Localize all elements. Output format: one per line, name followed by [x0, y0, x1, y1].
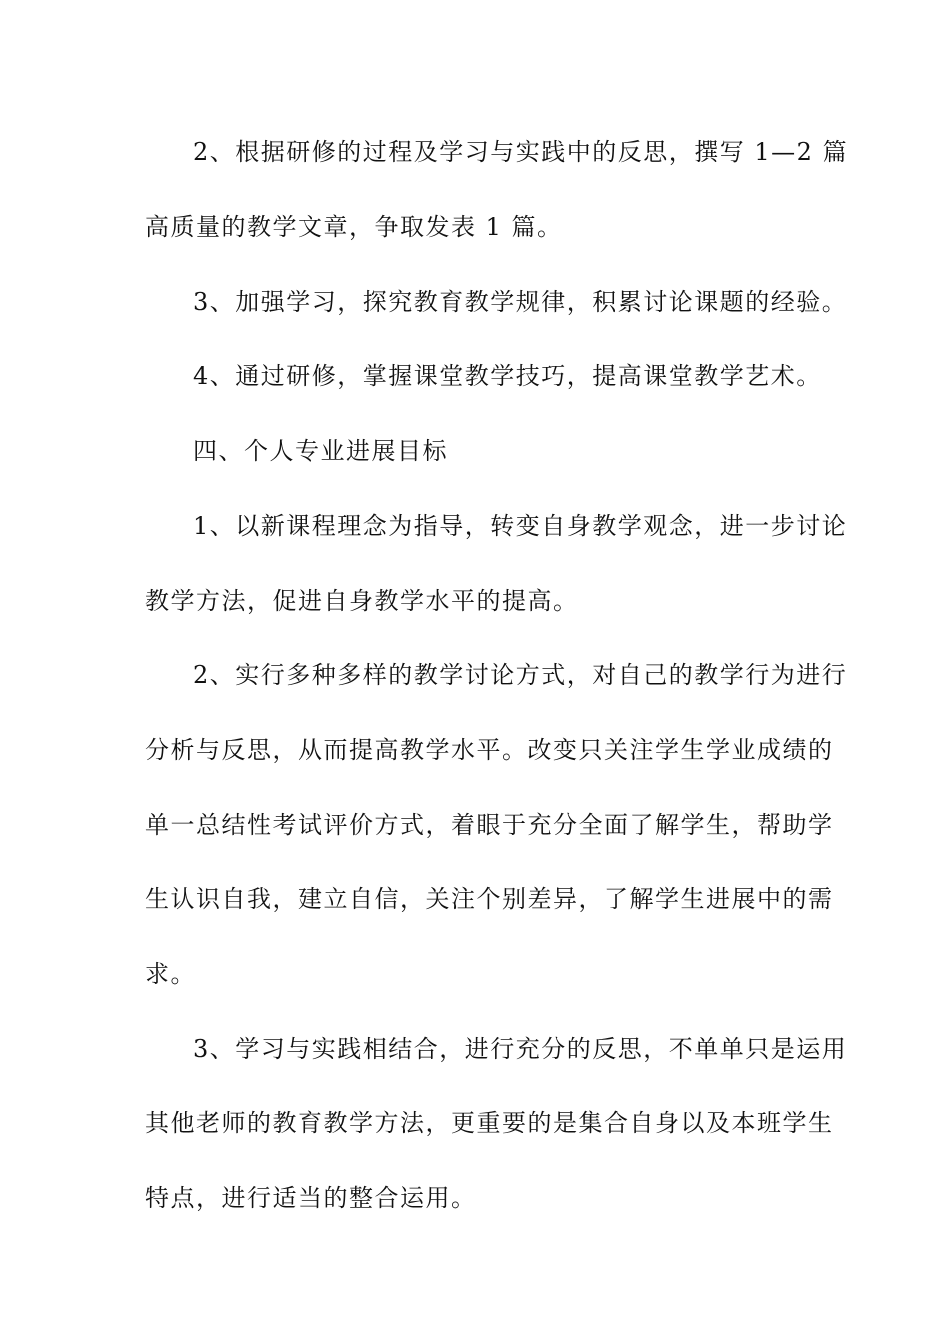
paragraph-line: 高质量的教学文章，争取发表 1 篇。	[145, 213, 563, 241]
paragraph-line: 求。	[145, 960, 196, 988]
paragraph-line: 4、通过研修，掌握课堂教学技巧，提高课堂教学艺术。	[193, 362, 822, 390]
paragraph-line: 2、根据研修的过程及学习与实践中的反思，撰写 1—2 篇	[193, 138, 849, 166]
paragraph-line: 特点，进行适当的整合运用。	[145, 1184, 477, 1212]
paragraph-line: 3、学习与实践相结合，进行充分的反思，不单单只是运用	[193, 1035, 848, 1063]
section-heading: 四、个人专业进展目标	[193, 437, 448, 465]
paragraph-line: 1、以新课程理念为指导，转变自身教学观念，进一步讨论	[193, 512, 848, 540]
paragraph-line: 2、实行多种多样的教学讨论方式，对自己的教学行为进行	[193, 661, 848, 689]
paragraph-line: 分析与反思，从而提高教学水平。改变只关注学生学业成绩的	[145, 736, 834, 764]
paragraph-line: 3、加强学习，探究教育教学规律，积累讨论课题的经验。	[193, 288, 848, 316]
paragraph-line: 教学方法，促进自身教学水平的提高。	[145, 587, 579, 615]
paragraph-line: 单一总结性考试评价方式，着眼于充分全面了解学生，帮助学	[145, 811, 834, 839]
paragraph-line: 生认识自我，建立自信，关注个别差异，了解学生进展中的需	[145, 885, 834, 913]
paragraph-line: 其他老师的教育教学方法，更重要的是集合自身以及本班学生	[145, 1109, 834, 1137]
